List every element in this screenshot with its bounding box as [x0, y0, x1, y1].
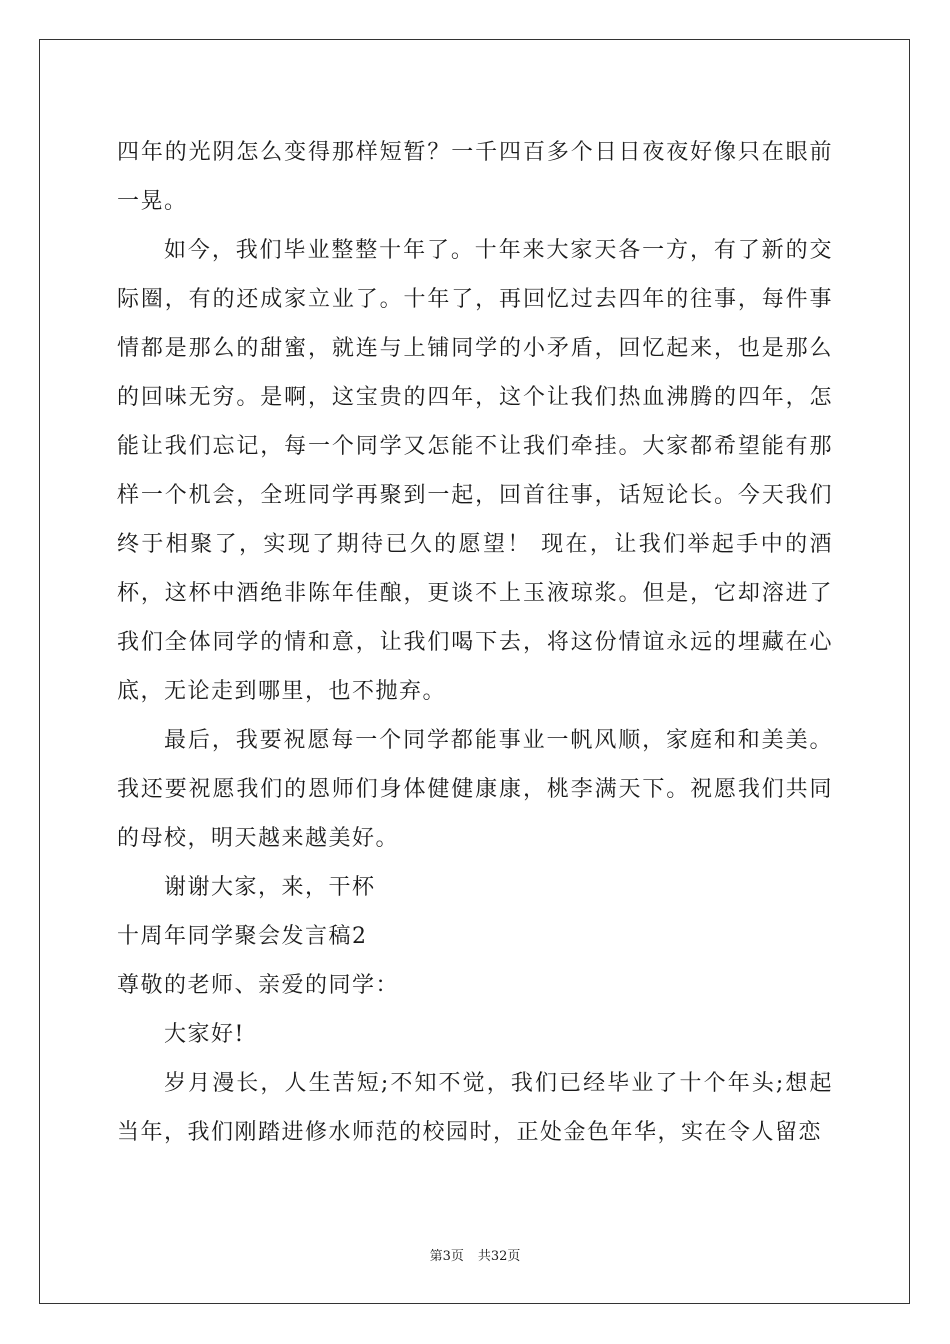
page-number: 第3页: [429, 1249, 464, 1264]
section-heading: 十周年同学聚会发言稿2: [117, 924, 368, 949]
page-footer: [0, 1245, 950, 1264]
paragraph-3: 最后，我要祝愿每一个同学都能事业一帆风顺，家庭和和美美。我还要祝愿我们的恩师们身体健健康康，桃李满天下。祝愿我们共同的母校，明天越来越美好。: [117, 728, 833, 851]
paragraph-2: 如今，我们毕业整整十年了。十年来大家天各一方，有了新的交际圈，有的还成家立业了。十年了，再回忆过去四年的往事，每件事情都是那么的甜蜜，就连与上铺同学的小矛盾，回忆起来，也是那么的回味无穷。是啊，这宝贵的四年，这个让我们热血沸腾的四年，怎能让我们忘记，每一个同学又怎能不让我们牵挂。大家都希望能有那样一个机会，全班同学再聚到一起，回首往事，话短论长。今天我们终于相聚了，实现了期待已久的愿望！ 现在，让我们举起手中的酒杯，这杯中酒绝非陈年佳酿，更谈不上玉液琼浆。但是，它却溶进了我们全体同学的情和意，让我们喝下去，将这份情谊永远的埋藏在心底，无论走到哪里，也不抛弃。: [117, 238, 833, 704]
paragraph-1: 四年的光阴怎么变得那样短暂？一千四百多个日日夜夜好像只在眼前一晃。: [117, 140, 833, 214]
paragraph-4: 谢谢大家，来，干杯: [164, 875, 376, 900]
greeting: 大家好!: [164, 1022, 245, 1047]
salutation: 尊敬的老师、亲爱的同学：: [117, 973, 400, 998]
document-body: [117, 128, 833, 1157]
paragraph-5: 岁月漫长，人生苦短;不知不觉，我们已经毕业了十个年头;想起当年，我们刚踏进修水师范的校园时，正处金色年华，实在令人留恋: [117, 1071, 833, 1145]
total-pages: 共32页: [477, 1249, 521, 1264]
